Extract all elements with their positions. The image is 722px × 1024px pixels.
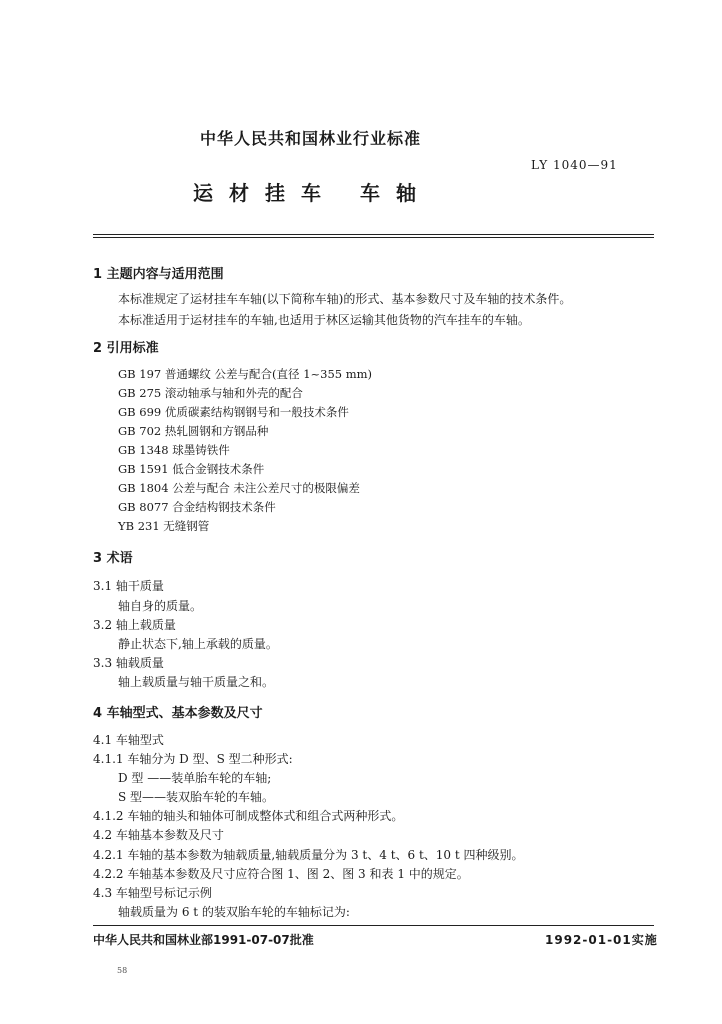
page-number: 58 [117, 966, 128, 975]
title-rule-top [93, 234, 654, 235]
approval-text: 中华人民共和国林业部1991-07-07批准 [93, 933, 314, 947]
section-1-para-1: 本标准规定了运材挂车车轴(以下简称车轴)的形式、基本参数尺寸及车轴的技术条件。 [118, 292, 572, 306]
section-1-heading: 1 主题内容与适用范围 [93, 267, 224, 282]
ref-item: GB 8077 合金结构钢技术条件 [118, 500, 276, 514]
document-title: 运材挂车 车轴 [193, 181, 432, 205]
title-rule-bottom [93, 237, 654, 238]
standard-name: 中华人民共和国林业行业标准 [200, 129, 422, 148]
section-4-heading: 4 车轴型式、基本参数及尺寸 [93, 706, 263, 721]
term-1-heading: 3.1 轴干质量 [93, 579, 164, 593]
clause-4-2: 4.2 车轴基本参数及尺寸 [93, 828, 224, 842]
term-3-heading: 3.3 轴载质量 [93, 656, 164, 670]
clause-4-2-1: 4.2.1 车轴的基本参数为轴载质量,轴载质量分为 3 t、4 t、6 t、10 t 四种级别。 [93, 848, 524, 862]
section-3-heading: 3 术语 [93, 551, 133, 566]
clause-4-2-2: 4.2.2 车轴基本参数及尺寸应符合图 1、图 2、图 3 和表 1 中的规定。 [93, 867, 469, 881]
ref-item: GB 1591 低合金钢技术条件 [118, 462, 265, 476]
ref-item: GB 699 优质碳素结构钢钢号和一般技术条件 [118, 405, 349, 419]
section-2-heading: 2 引用标准 [93, 341, 159, 356]
clause-4-1-1: 4.1.1 车轴分为 D 型、S 型二种形式: [93, 752, 293, 766]
term-2-definition: 静止状态下,轴上承载的质量。 [118, 637, 278, 651]
footer-rule [93, 925, 654, 926]
effective-date: 1992-01-01实施 [545, 933, 658, 947]
clause-s-type: S 型——装双胎车轮的车轴。 [118, 790, 275, 804]
clause-4-1: 4.1 车轴型式 [93, 733, 164, 747]
section-1-para-2: 本标准适用于运材挂车的车轴,也适用于林区运输其他货物的汽车挂车的车轴。 [118, 313, 530, 327]
clause-4-1-2: 4.1.2 车轴的轴头和轴体可制成整体式和组合式两种形式。 [93, 809, 404, 823]
ref-item: GB 1804 公差与配合 未注公差尺寸的极限偏差 [118, 481, 360, 495]
ref-item: GB 1348 球墨铸铁件 [118, 443, 230, 457]
ref-item: YB 231 无缝钢管 [118, 519, 210, 533]
term-2-heading: 3.2 轴上载质量 [93, 618, 176, 632]
clause-4-3-example: 轴载质量为 6 t 的装双胎车轮的车轴标记为: [118, 905, 350, 919]
clause-d-type: D 型 ——装单胎车轮的车轴; [118, 771, 272, 785]
ref-item: GB 275 滚动轴承与轴和外壳的配合 [118, 386, 303, 400]
standard-code: LY 1040—91 [531, 158, 618, 172]
term-3-definition: 轴上载质量与轴干质量之和。 [118, 675, 275, 689]
clause-4-3: 4.3 车轴型号标记示例 [93, 886, 212, 900]
ref-item: GB 702 热轧圆钢和方钢品种 [118, 424, 269, 438]
ref-item: GB 197 普通螺纹 公差与配合(直径 1~355 mm) [118, 367, 373, 381]
term-1-definition: 轴自身的质量。 [118, 599, 203, 613]
